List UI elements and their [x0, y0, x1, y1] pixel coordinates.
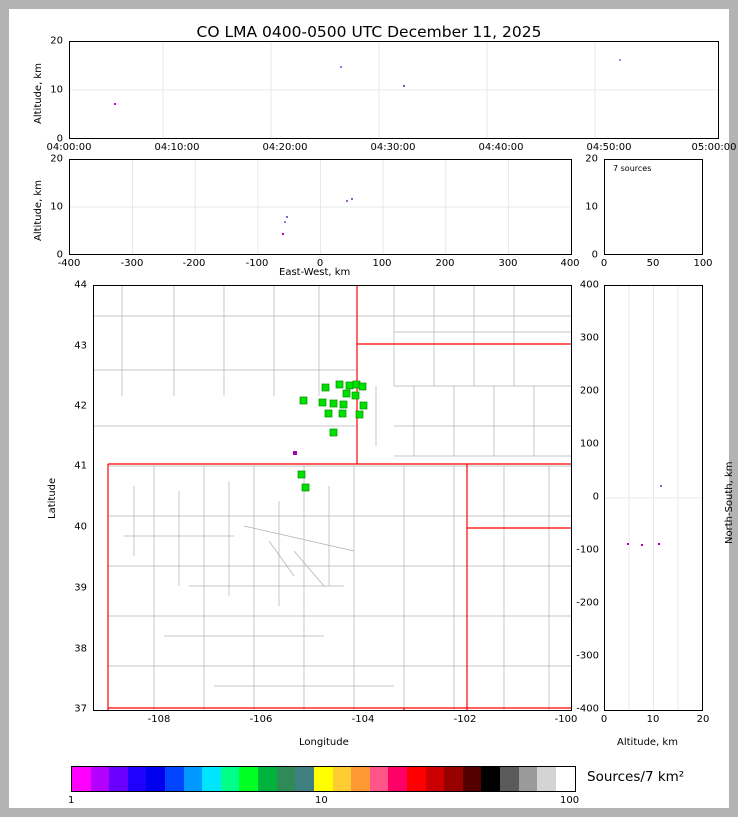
time-height-xtick-6: 05:00:00	[691, 142, 737, 153]
ew-xtick--200: -200	[182, 258, 206, 269]
map-xtick--108: -108	[147, 714, 171, 725]
ew-xtick--100: -100	[245, 258, 269, 269]
cbar-swatch-0	[72, 767, 91, 791]
time-height-xtick-5: 04:50:00	[586, 142, 632, 153]
ew-xtick-0: 0	[316, 258, 324, 269]
cbar-swatch-10	[258, 767, 277, 791]
map-ytick-40: 40	[74, 521, 87, 533]
cbar-title: Sources/7 km²	[587, 769, 685, 785]
cbar-swatch-11	[277, 767, 296, 791]
ns-ytick-200: 200	[579, 385, 599, 397]
cbar-swatch-19	[426, 767, 445, 791]
cbar-swatch-13	[314, 767, 333, 791]
source-count-annotation: 7 sources	[613, 164, 652, 173]
ew-height-ytick-20: 20	[50, 153, 63, 165]
cbar-swatch-5	[165, 767, 184, 791]
time-height-xtick-3: 04:30:00	[370, 142, 416, 153]
east-west-height-xlabel: East-West, km	[279, 267, 351, 278]
ns-xtick-10: 10	[646, 714, 660, 725]
map-xtick--106: -106	[249, 714, 273, 725]
cbar-tick-100: 100	[560, 795, 580, 806]
map-ylabel: Latitude	[47, 477, 58, 519]
hist-xtick-0: 0	[600, 258, 608, 269]
time-height-ytick-0: 0	[56, 133, 63, 145]
ew-xtick--400: -400	[57, 258, 81, 269]
cbar-swatch-26	[556, 767, 575, 791]
cbar-swatch-12	[295, 767, 314, 791]
time-height-xtick-1: 04:10:00	[154, 142, 200, 153]
ew-xtick-200: 200	[435, 258, 455, 269]
cbar-swatch-4	[146, 767, 165, 791]
time-height-panel	[69, 41, 719, 139]
map-svg	[94, 286, 571, 710]
cbar-swatch-18	[407, 767, 426, 791]
cbar-swatch-15	[351, 767, 370, 791]
map-ytick-37: 37	[74, 703, 87, 715]
map-xtick--100: -100	[554, 714, 578, 725]
time-height-ytick-20: 20	[50, 35, 63, 47]
map-ytick-38: 38	[74, 643, 87, 655]
ns-ytick--400: -400	[576, 703, 599, 715]
ns-ytick--100: -100	[576, 544, 599, 556]
cbar-swatch-1	[91, 767, 110, 791]
cbar-swatch-17	[388, 767, 407, 791]
map-ytick-44: 44	[74, 279, 87, 291]
time-height-ytick-10: 10	[50, 84, 63, 96]
cbar-swatch-22	[481, 767, 500, 791]
cbar-swatch-16	[370, 767, 389, 791]
time-height-xtick-2: 04:20:00	[262, 142, 308, 153]
cbar-swatch-8	[221, 767, 240, 791]
page-title: CO LMA 0400-0500 UTC December 11, 2025	[196, 23, 542, 41]
north-south-height-panel	[604, 285, 703, 711]
cbar-tick-1: 1	[68, 795, 75, 806]
map-ytick-43: 43	[74, 340, 87, 352]
map-ytick-41: 41	[74, 460, 87, 472]
figure-canvas	[9, 9, 737, 808]
ew-xtick--300: -300	[120, 258, 144, 269]
ew-xtick-100: 100	[372, 258, 392, 269]
hist-xtick-100: 100	[693, 258, 713, 269]
ns-ytick-100: 100	[579, 438, 599, 450]
map-panel[interactable]	[93, 285, 572, 711]
source-histogram-panel	[604, 159, 703, 255]
map-ytick-39: 39	[74, 582, 87, 594]
ns-ytick-300: 300	[579, 332, 599, 344]
east-west-height-ylabel: Altitude, km	[33, 180, 44, 241]
cbar-swatch-24	[519, 767, 538, 791]
time-height-xtick-0: 04:00:00	[46, 142, 92, 153]
map-xlabel: Longitude	[299, 737, 349, 748]
hist-ytick-0: 0	[591, 249, 598, 261]
east-west-height-panel	[69, 159, 572, 255]
cbar-swatch-7	[202, 767, 221, 791]
map-ytick-42: 42	[74, 400, 87, 412]
time-height-xtick-4: 04:40:00	[478, 142, 524, 153]
ew-height-ytick-0: 0	[56, 249, 63, 261]
ns-ytick--300: -300	[576, 650, 599, 662]
ns-xtick-0: 0	[600, 714, 608, 725]
hist-ytick-10: 10	[585, 201, 598, 213]
cbar-swatch-6	[184, 767, 203, 791]
ew-xtick-400: 400	[560, 258, 580, 269]
cbar-swatch-25	[537, 767, 556, 791]
ew-height-ytick-10: 10	[50, 201, 63, 213]
cbar-swatch-2	[109, 767, 128, 791]
ew-xtick-300: 300	[498, 258, 518, 269]
cbar-swatch-9	[239, 767, 258, 791]
cbar-swatch-23	[500, 767, 519, 791]
map-xtick--102: -102	[453, 714, 477, 725]
cbar-swatch-3	[128, 767, 147, 791]
ns-ytick-400: 400	[579, 279, 599, 291]
cbar-tick-10: 10	[315, 795, 328, 806]
ns-ytick--200: -200	[576, 597, 599, 609]
sources-colorbar[interactable]	[71, 766, 576, 792]
north-south-height-xlabel: Altitude, km	[617, 737, 678, 748]
cbar-swatch-20	[444, 767, 463, 791]
cbar-swatch-14	[333, 767, 352, 791]
north-south-height-ylabel: North-South, km	[724, 461, 735, 544]
ns-xtick-20: 20	[696, 714, 710, 725]
ns-ytick-0: 0	[592, 491, 599, 503]
time-height-ylabel: Altitude, km	[33, 63, 44, 124]
map-xtick--104: -104	[351, 714, 375, 725]
cbar-swatch-21	[463, 767, 482, 791]
hist-xtick-50: 50	[646, 258, 660, 269]
hist-ytick-20: 20	[585, 153, 598, 165]
